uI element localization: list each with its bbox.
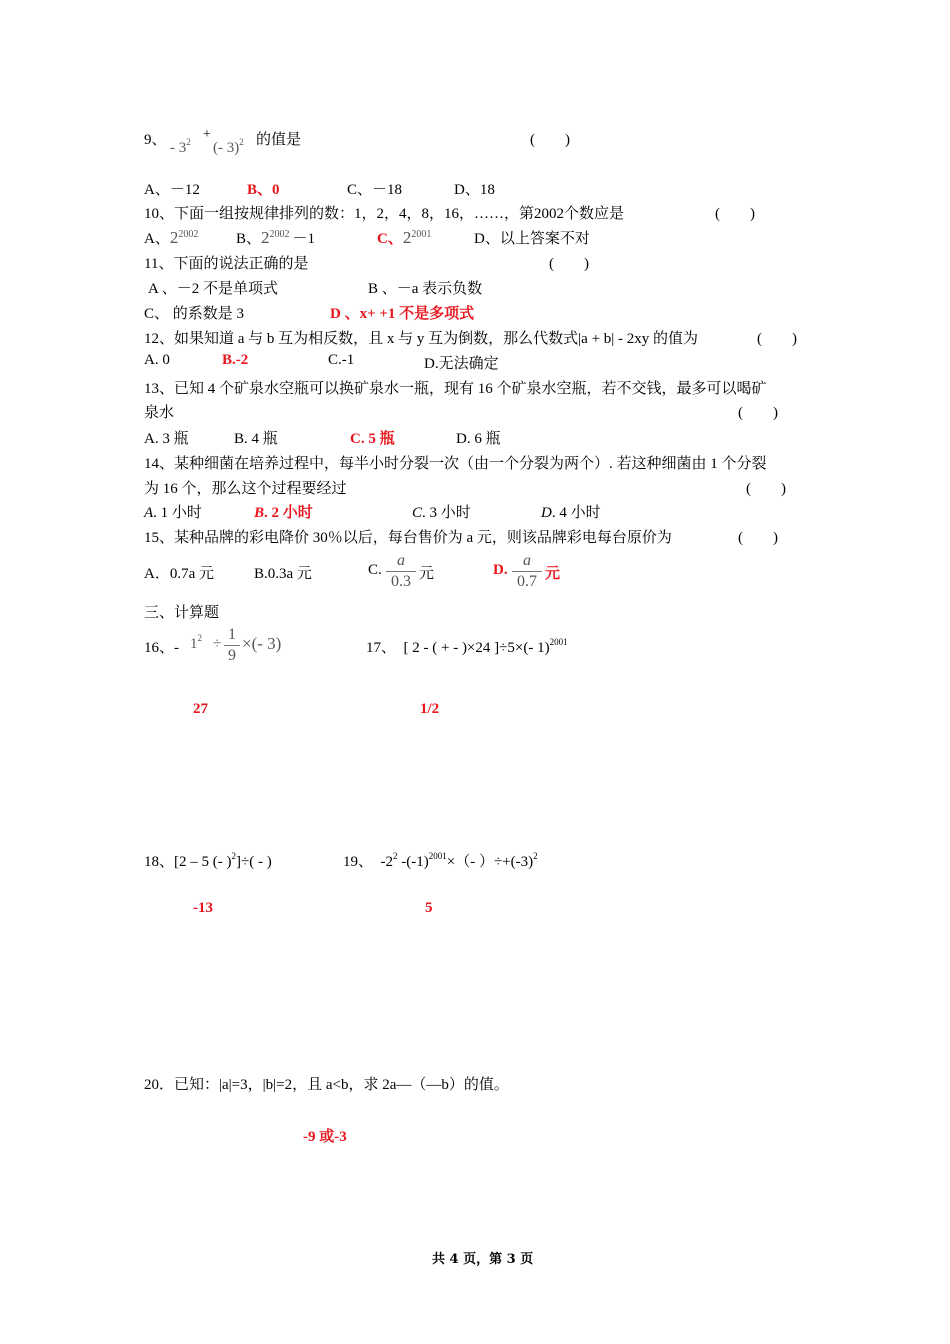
q14-option-c-text: . 3 小时 xyxy=(422,505,471,521)
q15-option-d-numerator: a xyxy=(523,552,531,569)
q16-base: 1 xyxy=(190,636,198,652)
q15-option-d-fraction xyxy=(512,552,542,591)
q9-expr-b: (- 3) xyxy=(213,140,240,156)
q13-option-c-answer: C. 5 瓶 xyxy=(350,431,395,447)
q13-option-b: B. 4 瓶 xyxy=(234,431,278,447)
q16-tail: ×(- 3) xyxy=(242,634,282,653)
q10-option-b xyxy=(236,227,315,248)
q10-option-c-exp: 2001 xyxy=(411,229,432,240)
q19-text-c: ×（- ）÷+(-3) xyxy=(446,854,534,870)
q19-text-a: 19、 -2 xyxy=(343,854,393,870)
q15-option-c-numerator: a xyxy=(397,552,405,569)
q19-expression xyxy=(343,850,538,871)
q9-paren: ( ) xyxy=(530,132,570,148)
q16-divide: ÷ xyxy=(213,636,222,652)
q9-suffix: 的值是 xyxy=(256,132,302,148)
q10-option-c-label: C、 xyxy=(377,231,403,247)
q20-answer: -9 或-3 xyxy=(303,1129,347,1145)
q9-plus: + xyxy=(203,127,211,142)
q16-numerator: 1 xyxy=(228,626,236,643)
q15-paren: ( ) xyxy=(738,530,778,546)
q18-answer: -13 xyxy=(193,900,213,916)
page-footer: 共 4 页，第 3 页 xyxy=(432,1252,534,1267)
q16-exp: 2 xyxy=(197,633,202,643)
q13-line1: 13、已知 4 个矿泉水空瓶可以换矿泉水一瓶，现有 16 个矿泉水空瓶，若不交钱，最多可以喝矿 xyxy=(144,381,767,397)
q15-option-a: A．0.7a 元 xyxy=(144,566,214,582)
q15-text: 15、某种品牌的彩电降价 30％以后，每台售价为 a 元，则该品牌彩电每台原价为 xyxy=(144,530,672,546)
q10-text: 10、下面一组按规律排列的数：1，2，4，8，16，……，第2002个数应是 xyxy=(144,206,625,222)
q9-option-b-answer: B、0 xyxy=(247,182,280,198)
q19-exp3: 2 xyxy=(533,851,538,861)
fraction-bar xyxy=(386,571,416,572)
q11-option-d-answer: D 、x+ +1 不是多项式 xyxy=(330,306,475,322)
q10-option-b-base: 2 xyxy=(261,228,270,247)
q10-option-a-label: A、 xyxy=(144,231,170,247)
q14-option-b-answer xyxy=(254,501,313,522)
q9-expr-a: - 3 xyxy=(170,140,187,156)
q12-option-b-answer: B.-2 xyxy=(222,352,249,368)
q14-option-c xyxy=(412,501,471,522)
q18-expression xyxy=(144,850,272,871)
q17-text: 17、 [ 2 - ( + - )×24 ]÷5×(- 1) xyxy=(366,640,550,656)
section-title-calculation: 三、计算题 xyxy=(144,605,220,621)
q13-line2: 泉水 xyxy=(144,405,175,421)
q16-prefix: 16、- xyxy=(144,640,179,656)
q19-text-b: -(-1) xyxy=(397,854,429,870)
q10-option-a-base: 2 xyxy=(169,228,179,247)
q9-option-a: A、－12 xyxy=(144,182,200,198)
q16-answer: 27 xyxy=(193,701,208,717)
q11-option-b: B 、－a 表示负数 xyxy=(368,281,483,297)
q9-expr xyxy=(170,137,191,157)
q13-option-d: D. 6 瓶 xyxy=(456,431,501,447)
q14-option-d xyxy=(541,501,601,522)
q19-exp2: 2001 xyxy=(428,851,447,861)
q9-prefix: 9、 xyxy=(144,132,167,148)
q9-option-c: C、－18 xyxy=(347,182,403,198)
q10-option-d: D、以上答案不对 xyxy=(474,231,590,247)
q12-paren: ( ) xyxy=(757,331,797,347)
q10-option-a xyxy=(144,227,198,248)
q17-expression xyxy=(366,636,568,657)
q10-option-c-answer xyxy=(377,227,431,248)
q10-option-b-label: B、 xyxy=(236,231,262,247)
q19-answer: 5 xyxy=(425,900,433,916)
q15-option-b: B.0.3a 元 xyxy=(254,566,312,582)
q20-text: 20．已知：|a|=3，|b|=2，且 a<b，求 2a—（—b）的值。 xyxy=(144,1077,509,1093)
q11-text: 11、下面的说法正确的是 xyxy=(144,256,309,272)
q12-text: 12、如果知道 a 与 b 互为相反数，且 x 与 y 互为倒数，那么代数式|a + b| - 2xy 的值为 xyxy=(144,331,699,347)
q10-option-b-exp: 2002 xyxy=(269,229,290,240)
q9-expr-a-sup: 2 xyxy=(186,137,191,147)
q14-option-a-letter: A xyxy=(144,505,154,521)
q14-option-d-letter: D xyxy=(541,505,552,521)
q15-option-c-denominator: 0.3 xyxy=(391,573,411,590)
q13-option-a: A. 3 瓶 xyxy=(144,431,189,447)
q14-option-a xyxy=(144,501,202,522)
q14-option-a-text: . 1 小时 xyxy=(153,505,202,521)
q18-exp: 2 xyxy=(231,851,236,861)
fraction-bar xyxy=(224,645,240,646)
q9-expr-b-sup: 2 xyxy=(239,137,244,147)
q11-paren: ( ) xyxy=(549,256,589,272)
q9-option-d: D、18 xyxy=(454,182,495,198)
q18-text-b: ]÷( - ) xyxy=(235,854,272,870)
q10-option-c-base: 2 xyxy=(402,228,412,247)
q12-option-c: C.-1 xyxy=(328,352,355,368)
q17-answer: 1/2 xyxy=(420,701,440,717)
q16-fraction xyxy=(224,626,240,665)
q15-option-d-unit: 元 xyxy=(545,566,561,582)
q15-option-d-label: D. xyxy=(493,562,508,578)
q17-exp: 2001 xyxy=(549,637,568,647)
q14-option-b-letter: B xyxy=(254,505,265,521)
q19-exp1: 2 xyxy=(393,851,398,861)
fraction-bar xyxy=(512,571,542,572)
q16-denominator: 9 xyxy=(228,647,236,664)
q11-option-a: A 、－2 不是单项式 xyxy=(148,281,279,297)
q12-option-a: A. 0 xyxy=(144,352,170,368)
q10-paren: ( ) xyxy=(715,206,755,222)
q14-option-c-letter: C xyxy=(412,505,423,521)
q15-option-c-label: C. xyxy=(368,562,382,578)
q10-option-a-exp: 2002 xyxy=(178,229,199,240)
q14-option-d-text: . 4 小时 xyxy=(551,505,601,521)
q14-line2: 为 16 个，那么这个过程要经过 xyxy=(144,481,347,497)
q14-option-b-text: . 2 小时 xyxy=(264,505,313,521)
q16-power xyxy=(190,633,202,653)
q15-option-c-fraction xyxy=(386,552,416,591)
q15-option-c-unit: 元 xyxy=(419,566,435,582)
q10-option-b-tail: －1 xyxy=(292,231,316,247)
q14-paren: ( ) xyxy=(746,481,786,497)
q9-expr-b-wrap xyxy=(213,137,244,157)
q14-line1: 14、某种细菌在培养过程中，每半小时分裂一次（由一个分裂为两个）. 若这种细菌由 1 个分裂 xyxy=(144,456,767,472)
q12-option-d: D.无法确定 xyxy=(424,356,499,372)
q18-text-a: 18、[2 – 5 (- ) xyxy=(144,854,232,870)
q11-option-c: C、 的系数是 3 xyxy=(144,306,245,322)
q15-option-d-denominator: 0.7 xyxy=(517,573,537,590)
q13-paren: ( ) xyxy=(738,405,778,421)
